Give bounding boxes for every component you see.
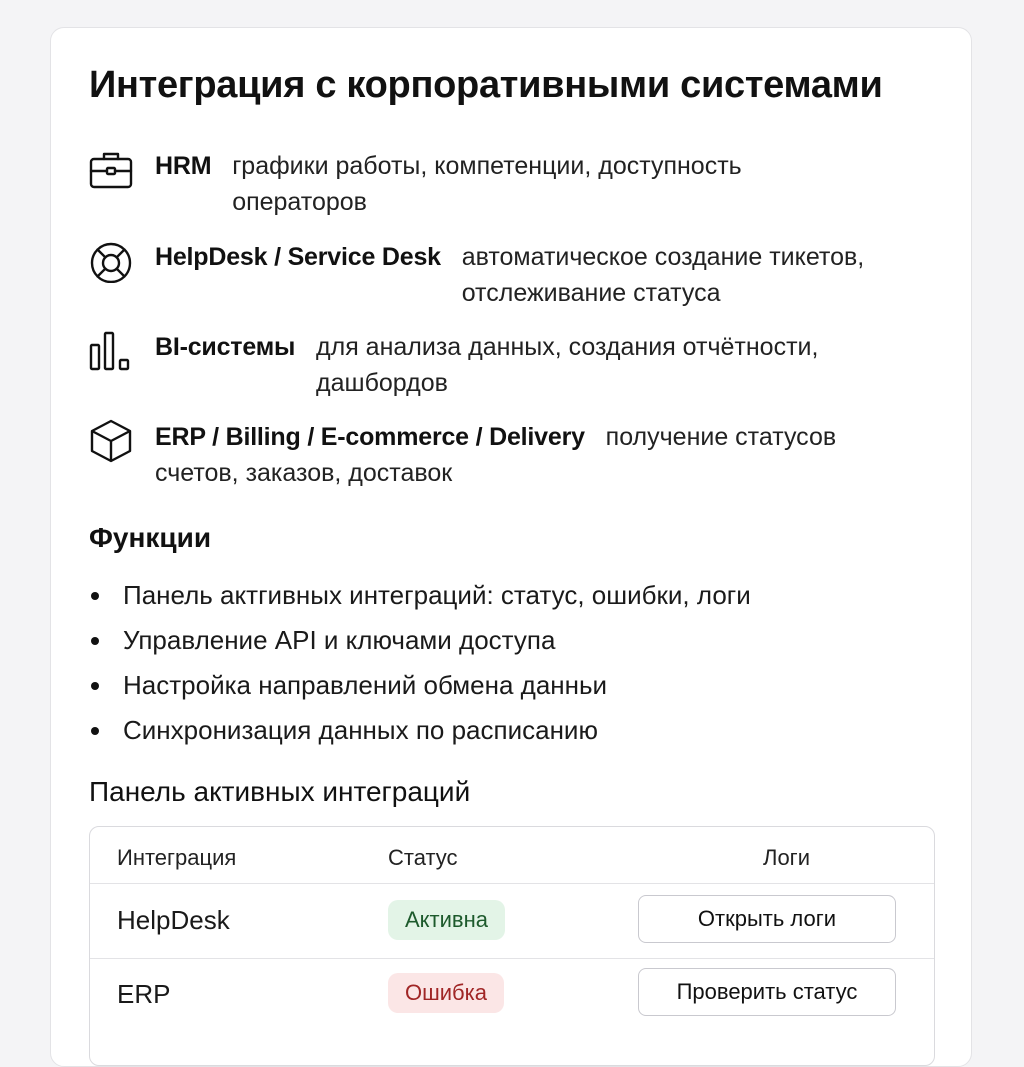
integration-desc-line2: дашбордов [316, 369, 448, 397]
status-badge: Активна [388, 900, 505, 940]
column-header-integration: Интеграция [117, 845, 237, 870]
list-item: Синхронизация данных по расписанию [89, 708, 751, 753]
divider [90, 883, 934, 884]
page-title: Интеграция с корпоративными системами [89, 64, 883, 106]
integration-desc-line2: операторов [232, 188, 367, 216]
integration-name: HRM [155, 152, 212, 180]
integration-item-hrm [89, 148, 949, 228]
integration-desc-line2: отслеживание статуса [461, 279, 721, 307]
features-list [89, 573, 751, 753]
integration-item-bi [89, 329, 949, 409]
column-header-logs: Логи [763, 845, 810, 870]
bar-chart-icon [89, 329, 133, 373]
status-badge: Ошибка [388, 973, 504, 1013]
integration-desc-line1: автоматическое создание тикетов, [461, 243, 865, 271]
integration-desc-line2: счетов, заказов, доставок [155, 459, 453, 487]
integration-card [50, 27, 972, 1067]
integration-cell: HelpDesk [117, 905, 230, 935]
check-status-button[interactable]: Проверить статус [638, 968, 896, 1016]
integration-desc-line1: графики работы, компетенции, доступность [232, 152, 742, 180]
box-icon [89, 419, 133, 463]
integration-desc-line1: для анализа данных, создания отчётности, [316, 333, 819, 361]
list-item: Управление API и ключами доступа [89, 618, 751, 663]
integration-name: BI-системы [155, 333, 296, 361]
list-item: Настройка направлений обмена данньи [89, 663, 751, 708]
panel-title: Панель активных интеграций [89, 776, 471, 807]
integrations-table [89, 826, 935, 1066]
lifebuoy-icon [89, 239, 133, 283]
integration-name: ERP / Billing / E-commerce / Delivery [155, 423, 585, 451]
features-title: Функции [89, 522, 212, 553]
briefcase-icon [89, 148, 133, 192]
integration-desc-line1: получение статусов [605, 423, 837, 451]
column-header-status: Статус [388, 845, 458, 870]
integration-name: HelpDesk / Service Desk [155, 243, 441, 271]
divider [90, 958, 934, 959]
open-logs-button[interactable]: Открыть логи [638, 895, 896, 943]
integration-item-erp [89, 419, 949, 499]
list-item: Панель актгивных интеграций: статус, ошибки, логи [89, 573, 751, 618]
integration-cell: ERP [117, 979, 171, 1009]
integration-item-helpdesk [89, 239, 949, 319]
